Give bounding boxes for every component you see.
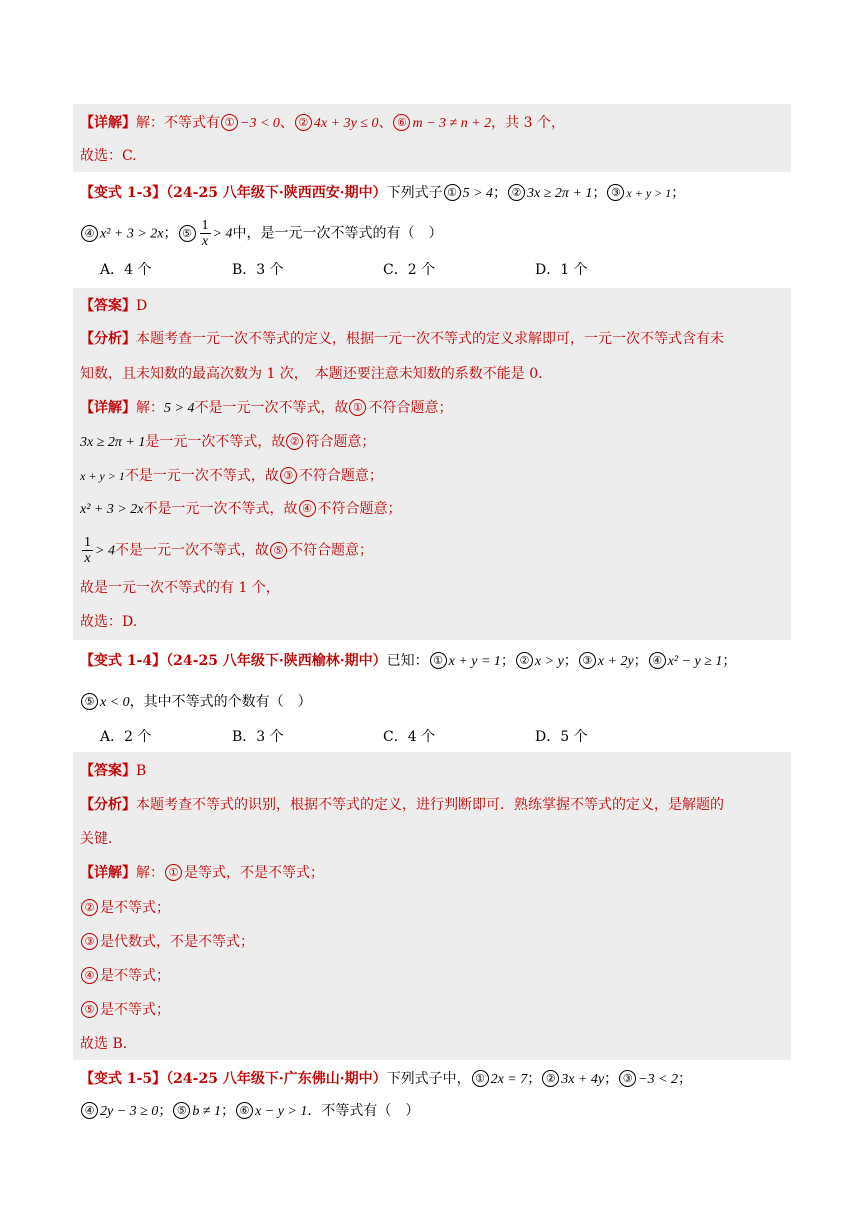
detail-text: 是不等式； (100, 1002, 170, 1018)
detail-line-1 (80, 863, 324, 883)
circled-number: ⑤ (173, 1102, 190, 1119)
math-expr: x² + 3 > 2x (80, 502, 144, 517)
detail-text: 不符合题意； (317, 501, 402, 517)
question-text: 中，是一元一次不等式的有（ ） (232, 225, 443, 242)
math-expr: 4x + 3y ≤ 0 (313, 116, 379, 131)
circled-number: ③ (607, 184, 624, 201)
circled-number: ② (542, 1070, 559, 1087)
question-1-4-line-2 (80, 692, 312, 713)
answer-tag: 【答案】 (80, 298, 136, 314)
math-expr: x − y > 1 (255, 1104, 308, 1119)
detail-text: 不符合题意； (368, 400, 453, 416)
detail-text: 是等式，不是不等式； (184, 865, 324, 881)
question-1-3-line-2: ④ x² + 3 > 2x； ⑤ $\frac{1}{x}$ > 4中，是一元一次不等式的有（ ） (80, 218, 442, 249)
circled-number: ③ (81, 933, 98, 950)
detail-line (80, 113, 565, 134)
math-expr: x + y > 1 (626, 186, 672, 200)
math-expr: 3x ≥ 2π + 1 (80, 435, 146, 450)
fraction (82, 535, 93, 566)
detail-text: 解：不等式有 (136, 115, 220, 131)
detail-line-5 (80, 535, 373, 566)
detail-line-5 (80, 1000, 170, 1020)
question-tag: 【变式 1-3】 (80, 185, 167, 201)
analysis-line-1 (80, 329, 724, 349)
option-b: B．3 个 (232, 729, 284, 745)
circled-number: ⑥ (236, 1102, 253, 1119)
detail-text: 符合题意； (305, 434, 376, 450)
circled-number: ④ (81, 225, 98, 242)
question-source: （24-25 八年级下·陕西榆林·期中） (166, 653, 387, 669)
math-expr: m − 3 ≠ n + 2 (412, 116, 492, 131)
detail-text: 解： (136, 865, 164, 881)
question-text: 已知： (386, 653, 429, 669)
question-1-3-line-1: 【变式 1-3】（24-25 八年级下·陕西西安·期中）下列式子 ① 5 > 4； ② 3x ≥ 2π + 1； ③ x + y > 1； (80, 185, 686, 201)
question-text: ．不等式有（ ） (307, 1103, 420, 1119)
question-text: ，其中不等式的个数有（ ） (129, 694, 312, 710)
detail-line-4 (80, 966, 170, 986)
circled-number: ④ (649, 652, 666, 669)
analysis-tag: 【分析】 (80, 331, 136, 347)
circled-number: ④ (81, 967, 98, 984)
math-expr: 3x ≥ 2π + 1 (527, 186, 593, 201)
detail-line-3 (80, 466, 383, 486)
math-expr: x + y > 1 (80, 469, 125, 483)
choose-line: 故选：D. (80, 614, 138, 630)
detail-text: ，共 3 个， (491, 115, 565, 131)
circled-number: ② (295, 114, 312, 131)
circled-number: ① (430, 652, 447, 669)
question-tag: 【变式 1-5】 (80, 1071, 167, 1087)
circled-number: ④ (81, 1102, 98, 1119)
detail-text: 不是一元一次不等式，故 (114, 542, 269, 559)
fraction-num: 1 (84, 535, 91, 550)
analysis-tag: 【分析】 (80, 797, 136, 813)
circled-number: ⑤ (270, 542, 287, 559)
question-1-4-line-1: 【变式 1-4】（24-25 八年级下·陕西榆林·期中）已知： ① x + y = 1； ② x > y； ③ x + 2y； ④ x² − y ≥ 1； (80, 653, 737, 669)
summary-line: 故是一元一次不等式的有 1 个， (80, 580, 280, 596)
circled-number: ① (444, 184, 461, 201)
math-expr: 2x = 7 (490, 1072, 528, 1087)
math-expr: 5 > 4 (462, 186, 494, 201)
detail-text: 不是一元一次不等式，故 (124, 468, 279, 484)
detail-tag: 【详解】 (80, 115, 136, 131)
circled-number: ③ (619, 1070, 636, 1087)
choose-line: 故选 B. (80, 1036, 128, 1052)
fraction (200, 218, 211, 249)
choose-line: 故选：C. (80, 148, 137, 164)
math-expr: x > y (534, 654, 564, 669)
detail-text: 是代数式，不是不等式； (100, 934, 254, 950)
answer-line (80, 296, 147, 316)
circled-number: ③ (280, 467, 297, 484)
circled-number: ② (516, 652, 533, 669)
circled-number: ④ (299, 500, 316, 517)
circled-number: ① (165, 864, 182, 881)
math-expr: b ≠ 1 (192, 1104, 222, 1119)
detail-text: 不是一元一次不等式，故 (194, 400, 349, 416)
circled-number: ⑤ (81, 1001, 98, 1018)
separator: 、 (378, 115, 393, 131)
math-expr: 5 > 4 (164, 401, 195, 416)
detail-tag: 【详解】 (80, 400, 136, 416)
analysis-line-1 (80, 795, 724, 815)
answer-value: B (136, 763, 147, 779)
circled-number: ① (221, 114, 238, 131)
math-expr: 3x + 4y (561, 1072, 605, 1087)
question-1-5-line-2: ④ 2y − 3 ≥ 0； ⑤ b ≠ 1； ⑥ x − y > 1．不等式有（ ） (80, 1101, 419, 1122)
circled-number: ③ (579, 652, 596, 669)
detail-text: 不符合题意； (298, 468, 383, 484)
circled-number: ② (286, 433, 303, 450)
question-source: （24-25 八年级下·陕西西安·期中） (166, 185, 387, 201)
detail-line-3 (80, 932, 254, 952)
detail-text: 不是一元一次不等式，故 (143, 501, 298, 517)
circled-number: ② (81, 899, 98, 916)
analysis-line-2: 关键． (80, 831, 122, 847)
option-c: C．2 个 (383, 262, 436, 278)
question-text: 下列式子 (386, 185, 443, 201)
question-source: （24-25 八年级下·广东佛山·期中） (166, 1071, 387, 1087)
option-d: D．1 个 (535, 262, 588, 278)
circled-number: ⑤ (81, 693, 98, 710)
circled-number: ① (472, 1070, 489, 1087)
separator: 、 (279, 115, 294, 131)
math-expr: > 4 (212, 226, 233, 242)
option-a: A．2 个 (100, 729, 152, 745)
circled-number: ① (349, 399, 366, 416)
answer-tag: 【答案】 (80, 763, 136, 779)
math-expr: 2y − 3 ≥ 0 (100, 1104, 159, 1119)
detail-text: 解： (136, 400, 164, 416)
detail-line-2 (80, 898, 170, 918)
answer-line (80, 761, 146, 781)
analysis-text: 本题考查一元一次不等式的定义，根据一元一次不等式的定义求解即可，一元一次不等式含有未 (136, 331, 724, 347)
detail-text: 是不等式； (100, 900, 170, 916)
detail-text: 是不等式； (100, 968, 170, 984)
detail-line-4 (80, 499, 402, 520)
math-expr: x² − y ≥ 1 (667, 654, 723, 669)
question-text: 下列式子中， (386, 1071, 471, 1087)
detail-text: 不符合题意； (288, 542, 373, 559)
math-expr: x + y = 1 (448, 654, 501, 669)
analysis-text: 本题考查不等式的识别，根据不等式的定义，进行判断即可．熟练掌握不等式的定义，是解题的 (136, 797, 724, 813)
math-expr: −3 < 0 (240, 116, 280, 131)
detail-line-2 (80, 432, 375, 453)
option-b: B．3 个 (232, 262, 284, 278)
question-1-5-line-1: 【变式 1-5】（24-25 八年级下·广东佛山·期中）下列式子中， ① 2x = 7； ② 3x + 4y； ③ −3 < 2； (80, 1071, 693, 1087)
option-d: D．5 个 (535, 729, 588, 745)
math-expr: > 4 (95, 543, 115, 559)
circled-number: ⑥ (393, 114, 410, 131)
analysis-line-2: 知数，且未知数的最高次数为 1 次， 本题还要注意未知数的系数不能是 0. (80, 366, 543, 382)
circled-number: ⑤ (179, 225, 196, 242)
answer-value: D (136, 298, 148, 314)
option-a: A．4 个 (100, 262, 152, 278)
math-expr: x² + 3 > 2x (100, 226, 164, 242)
detail-text: 是一元一次不等式，故 (145, 434, 286, 450)
math-expr: x + 2y (597, 654, 634, 669)
detail-tag: 【详解】 (80, 865, 136, 881)
math-expr: x < 0 (100, 695, 130, 710)
math-expr: −3 < 2 (638, 1072, 679, 1087)
circled-number: ② (508, 184, 525, 201)
option-c: C．4 个 (383, 729, 436, 745)
detail-line-1 (80, 398, 452, 419)
fraction-num: 1 (201, 218, 209, 233)
question-tag: 【变式 1-4】 (80, 653, 167, 669)
fraction-den: x (84, 551, 91, 566)
fraction-den: x (201, 234, 209, 249)
